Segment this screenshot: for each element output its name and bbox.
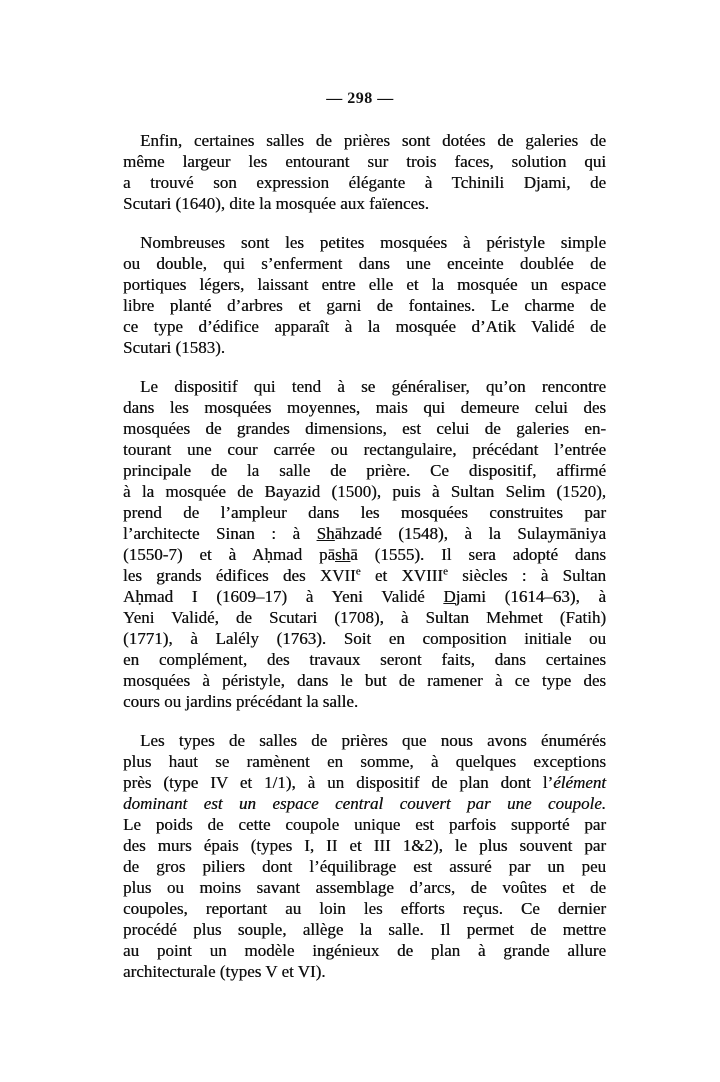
- text-segment: prend de l’ampleur dans les mosquées construites par: [123, 503, 606, 522]
- text-line: [123, 130, 606, 151]
- text-segment: siècles : à Sultan: [447, 566, 606, 585]
- text-segment: à la mosquée de Bayazid (1500), puis à Sultan Selim (1520),: [123, 482, 606, 501]
- text-segment: Yeni Validé, de Scutari (1708), à Sultan Mehmet (Fatih): [123, 608, 606, 627]
- text-line: [123, 649, 606, 670]
- text-line: [123, 151, 606, 172]
- text-line: [123, 418, 606, 439]
- text-segment: portiques légers, laissant entre elle et la mosquée un espace: [123, 275, 606, 294]
- text-line: [123, 274, 606, 295]
- text-segment: en complément, des travaux seront faits, dans certaines: [123, 650, 606, 669]
- text-segment: même largeur les entourant sur trois faces, solution qui: [123, 152, 606, 171]
- text-segment: coupoles, reportant au loin les efforts reçus. Ce dernier: [123, 899, 606, 918]
- text-segment: plus ou moins savant assemblage d’arcs, de voûtes et de: [123, 878, 606, 897]
- text-segment: près (type IV et 1/1), à un dispositif de plan dont l’: [123, 773, 554, 792]
- text-line: [123, 397, 606, 418]
- text-segment: āhzadé (1548), à la Sulaymāniya: [334, 524, 607, 543]
- text-line: [123, 793, 606, 814]
- paragraph: [123, 376, 606, 712]
- text-segment: au point un modèle ingénieux de plan à grande allure: [123, 941, 606, 960]
- text-line: [123, 502, 606, 523]
- text-line: [123, 919, 606, 940]
- text-line: [123, 523, 606, 544]
- paragraph: [123, 232, 606, 358]
- text-segment: dans les mosquées moyennes, mais qui demeure celui des: [123, 398, 606, 417]
- text-segment: a trouvé son expression élégante à Tchinili Djami, de: [123, 173, 606, 192]
- text-line: [123, 253, 606, 274]
- text-line: [123, 316, 606, 337]
- text-line: [123, 544, 606, 565]
- italic-text: dominant est un espace central couvert par une coupole.: [123, 794, 606, 813]
- text-line: [123, 172, 606, 193]
- underlined-text: sh: [335, 545, 351, 564]
- text-segment: Aḥmad I (1609–17) à Yeni Validé: [123, 587, 444, 606]
- text-line: [123, 751, 606, 772]
- underlined-text: Sh: [316, 524, 335, 543]
- text-line: [123, 337, 606, 358]
- text-segment: tourant une cour carrée ou rectangulaire, précédant l’entrée: [123, 440, 606, 459]
- text-segment: principale de la salle de prière. Ce dispositif, affirmé: [123, 461, 606, 480]
- text-line: [123, 835, 606, 856]
- paragraph: [123, 730, 606, 982]
- text-line: [123, 232, 606, 253]
- text-segment: de gros piliers dont l’équilibrage est assuré par un peu: [123, 857, 606, 876]
- text-segment: mosquées de grandes dimensions, est celui de galeries en-: [123, 419, 606, 438]
- text-segment: Le poids de cette coupole unique est parfois supporté par: [123, 815, 606, 834]
- text-segment: ce type d’édifice apparaît à la mosquée d’Atik Validé de: [123, 317, 606, 336]
- text-segment: Enfin, certaines salles de prières sont dotées de galeries de: [140, 131, 606, 150]
- text-line: [123, 940, 606, 961]
- text-segment: Les types de salles de prières que nous avons énumérés: [140, 731, 606, 750]
- text-segment: (1550-7) et à Aḥmad pā: [123, 545, 336, 564]
- text-segment: plus haut se ramènent en somme, à quelques exceptions: [123, 752, 606, 771]
- text-segment: et XVIII: [360, 566, 443, 585]
- text-line: [123, 961, 606, 982]
- text-line: [123, 586, 606, 607]
- text-segment: cours ou jardins précédant la salle.: [123, 692, 359, 711]
- text-line: [123, 670, 606, 691]
- text-line: [123, 295, 606, 316]
- text-line: [123, 856, 606, 877]
- text-line: [123, 814, 606, 835]
- text-segment: libre planté d’arbres et garni de fontaines. Le charme de: [123, 296, 606, 315]
- page-body: [123, 130, 606, 1000]
- text-segment: des murs épais (types I, II et III 1&2), le plus souvent par: [123, 836, 606, 855]
- text-segment: les grands édifices des XVII: [123, 566, 356, 585]
- text-segment: jami (1614–63), à: [455, 587, 606, 606]
- text-line: [123, 877, 606, 898]
- text-segment: (1771), à Lalély (1763). Soit en composition initiale ou: [123, 629, 606, 648]
- text-segment: procédé plus souple, allège la salle. Il permet de mettre: [123, 920, 606, 939]
- text-line: [123, 730, 606, 751]
- italic-text: élément: [553, 773, 606, 792]
- paragraph: [123, 130, 606, 214]
- text-segment: Scutari (1583).: [123, 338, 225, 357]
- text-segment: ou double, qui s’enferment dans une enceinte doublée de: [123, 254, 606, 273]
- text-line: [123, 460, 606, 481]
- text-line: [123, 772, 606, 793]
- text-segment: Le dispositif qui tend à se généraliser, qu’on rencontre: [140, 377, 606, 396]
- text-line: [123, 439, 606, 460]
- text-line: [123, 565, 606, 586]
- text-segment: l’architecte Sinan : à: [123, 524, 317, 543]
- text-line: [123, 691, 606, 712]
- text-line: [123, 898, 606, 919]
- text-segment: mosquées à péristyle, dans le but de ramener à ce type des: [123, 671, 606, 690]
- text-line: [123, 628, 606, 649]
- text-segment: Nombreuses sont les petites mosquées à péristyle simple: [140, 233, 606, 252]
- text-line: [123, 376, 606, 397]
- text-line: [123, 193, 606, 214]
- superscript: e: [355, 565, 361, 578]
- text-segment: Scutari (1640), dite la mosquée aux faïences.: [123, 194, 429, 213]
- text-line: [123, 607, 606, 628]
- underlined-text: D: [443, 587, 456, 606]
- text-segment: ā (1555). Il sera adopté dans: [350, 545, 606, 564]
- superscript: e: [442, 565, 448, 578]
- text-line: [123, 481, 606, 502]
- text-segment: architecturale (types V et VI).: [123, 962, 326, 981]
- page-number: — 298 —: [326, 90, 394, 107]
